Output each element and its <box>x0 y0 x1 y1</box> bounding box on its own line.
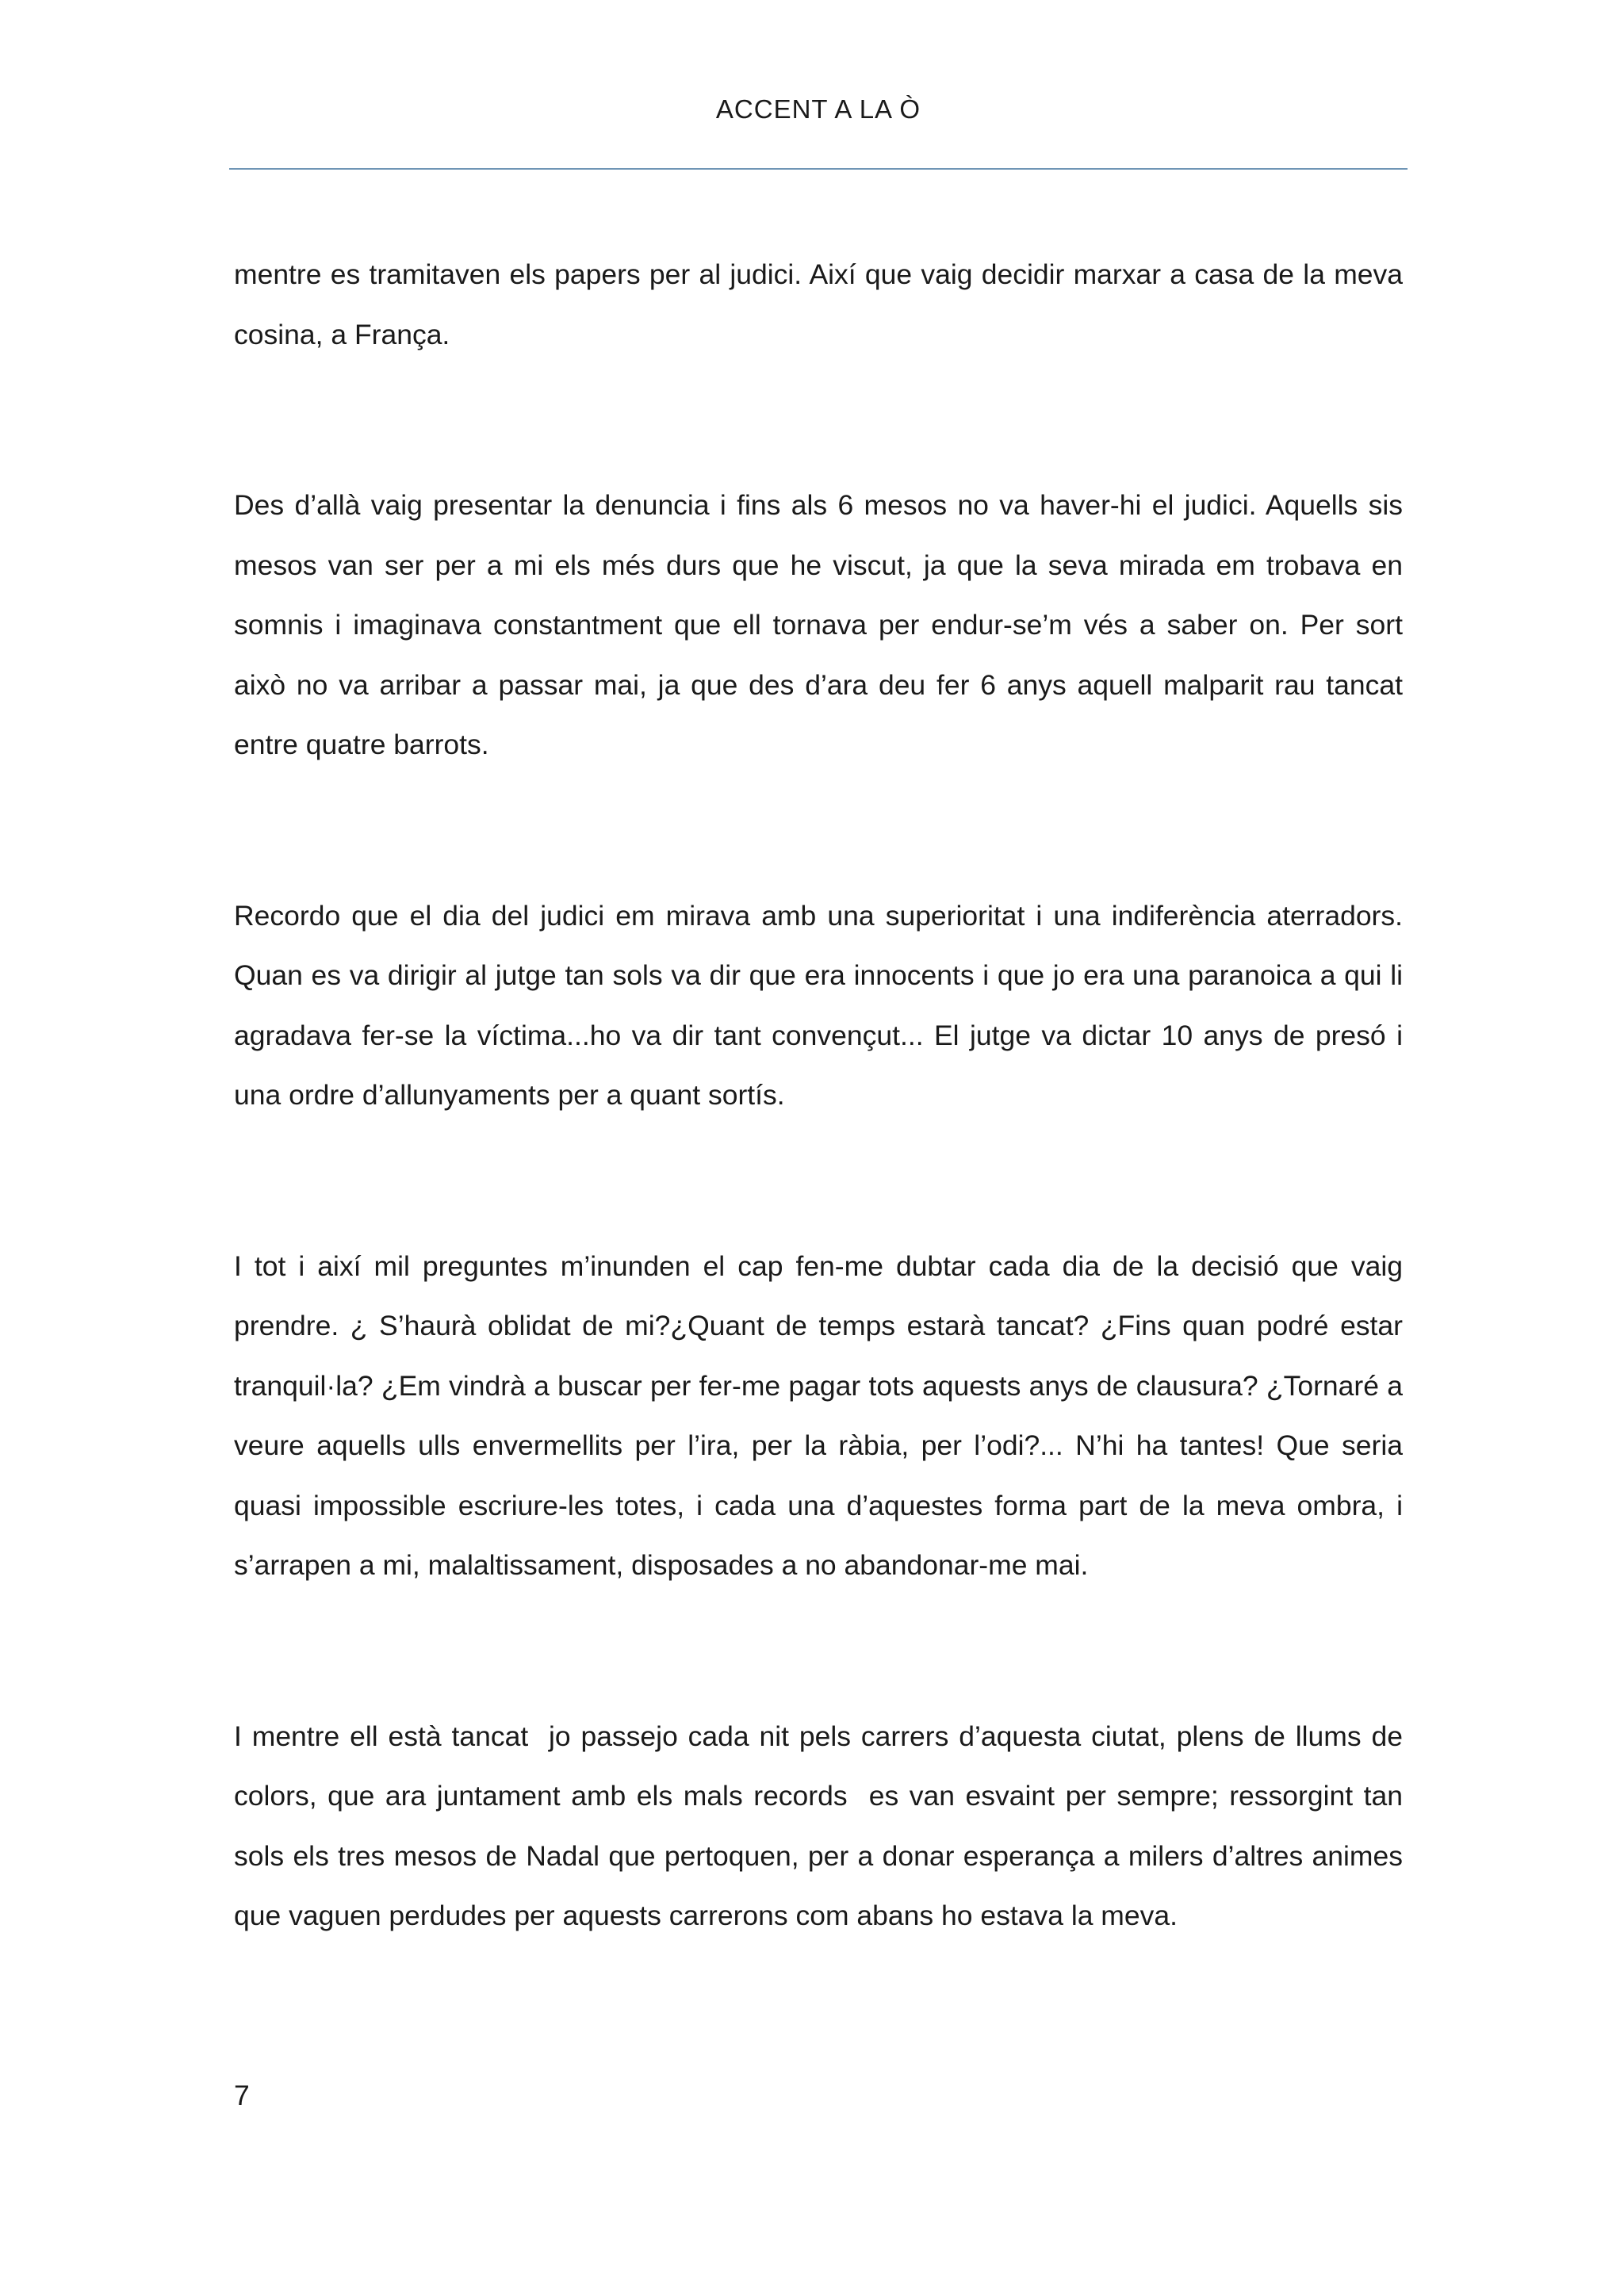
body-text <box>234 245 1411 1946</box>
paragraph-4: I tot i així mil preguntes m’inunden el cap fen-me dubtar cada dia de la decisió que vaig prendre. ¿ S’haurà oblidat de mi?¿Quant de temps estarà tancat? ¿Fins quan podré estar tranquil·la? ¿Em vindrà a buscar per fer-me pagar tots aquests anys de clausura? ¿Tornaré a veure aquells ulls envermellits per l’ira, per la ràbia, per l’odi?... N’hi ha tantes! Que seria quasi impossible escriure-les totes, i cada una d’aquestes forma part de la meva ombra, i s’arrapen a mi, malaltissament, disposades a no abandonar-me mai. <box>234 1249 1411 1581</box>
header-divider <box>229 168 1408 170</box>
page-header-title: ACCENT A LA Ò <box>715 94 921 124</box>
paragraph-3: Recordo que el dia del judici em mirava amb una superioritat i una indiferència aterradors. Quan es va dirigir al jutge tan sols va dir que era innocents i que jo era una paranoica a qui li agradava fer-se la víctima...ho va dir tant convençut... El jutge va dictar 10 anys de presó i una ordre d’allunyaments per a quant sortís. <box>234 899 1411 1111</box>
paragraph-2: Des d’allà vaig presentar la denuncia i fins als 6 mesos no va haver-hi el judici. Aquells sis mesos van ser per a mi els més durs que he viscut, ja que la seva mirada em trobava en somnis i imaginava constantment que ell tornava per endur-se’m vés a saber on. Per sort això no va arribar a passar mai, ja que des d’ara deu fer 6 anys aquell malparit rau tancat entre quatre barrots. <box>234 489 1411 760</box>
paragraph-5: I mentre ell està tancat jo passejo cada nit pels carrers d’aquesta ciutat, plens de llums de colors, que ara juntament amb els mals records es van esvaint per sempre; ressorgint tan sols els tres mesos de Nadal que pertoquen, per a donar esperança a milers d’altres animes que vaguen perdudes per aquests carrerons com abans ho estava la meva. <box>234 1720 1411 1931</box>
page-number: 7 <box>234 2080 250 2111</box>
paragraph-1: mentre es tramitaven els papers per al judici. Així que vaig decidir marxar a casa de la meva cosina, a França. <box>234 258 1411 350</box>
